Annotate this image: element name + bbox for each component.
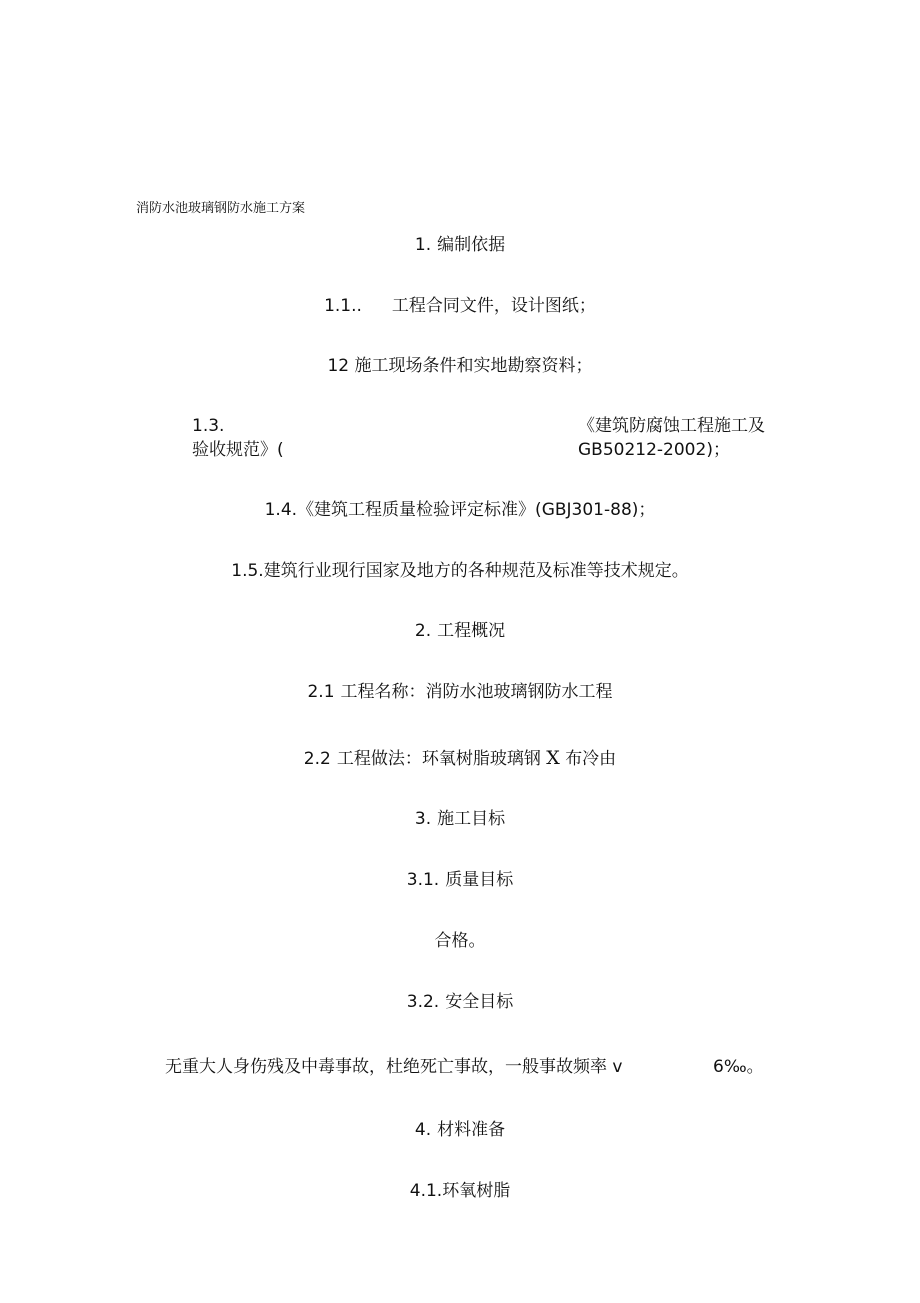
- item-text-after: 布冷由: [565, 749, 617, 769]
- section-1-heading: [0, 235, 920, 255]
- section-number: 3.: [414, 809, 432, 829]
- item-3-2: [0, 992, 920, 1012]
- item-number: 3.1.: [406, 870, 440, 890]
- item-number: 1.4.: [264, 500, 298, 520]
- document-title: 消防水池玻璃钢防水施工方案: [136, 201, 306, 216]
- item-1-5: [0, 561, 920, 581]
- section-text: 材料准备: [437, 1120, 506, 1140]
- item-3-2-body-right: 6‰。: [713, 1057, 764, 1077]
- item-4-1: [0, 1181, 920, 1201]
- item-number: 2.2: [303, 749, 331, 769]
- item-1-1: [0, 296, 920, 316]
- item-text: 建筑行业现行国家及地方的各种规范及标准等技术规定。: [263, 561, 689, 581]
- item-3-2-body-left: 无重大人身伤残及中毒事故，杜绝死亡事故，一般事故频率 v: [165, 1057, 623, 1077]
- item-number: 1.1..: [324, 296, 362, 316]
- item-number: 2.1: [307, 682, 335, 702]
- item-text: 12 施工现场条件和实地勘察资料；: [327, 356, 593, 376]
- section-3-heading: [0, 809, 920, 829]
- section-text: 编制依据: [437, 235, 506, 255]
- body-text: 合格。: [434, 931, 486, 951]
- section-text: 工程概况: [437, 621, 506, 641]
- item-text: 工程合同文件，设计图纸；: [391, 296, 596, 316]
- item-3-1-body: [0, 931, 920, 951]
- item-text-before: 工程做法：环氧树脂玻璃钢: [336, 749, 541, 769]
- item-2-1: [0, 682, 920, 702]
- item-1-3-text-line2-left: 验收规范》(: [192, 440, 284, 460]
- item-text: 环氧树脂: [442, 1181, 511, 1201]
- section-number: 1.: [414, 235, 432, 255]
- section-number: 2.: [414, 621, 432, 641]
- item-2-2: [0, 748, 920, 769]
- section-4-heading: [0, 1120, 920, 1140]
- item-1-4: [0, 500, 920, 520]
- item-3-1: [0, 870, 920, 890]
- section-text: 施工目标: [437, 809, 506, 829]
- section-number: 4.: [414, 1120, 432, 1140]
- section-2-heading: [0, 621, 920, 641]
- item-number: 3.2.: [406, 992, 440, 1012]
- item-text: 工程名称：消防水池玻璃钢防水工程: [340, 682, 613, 702]
- item-text: 《建筑工程质量检验评定标准》(GBJ301-88)；: [297, 500, 656, 520]
- item-1-3-number: 1.3.: [192, 416, 225, 436]
- item-number: 4.1.: [409, 1181, 443, 1201]
- item-1-3-text-line1: 《建筑防腐蚀工程施工及: [578, 416, 765, 436]
- item-text: 质量目标: [445, 870, 514, 890]
- item-1-2: [0, 356, 920, 376]
- item-text: 安全目标: [445, 992, 514, 1012]
- item-1-3-text-line2-right: GB50212-2002)；: [578, 440, 730, 460]
- item-number: 1.5.: [231, 561, 264, 581]
- item-x-char: X: [546, 747, 560, 769]
